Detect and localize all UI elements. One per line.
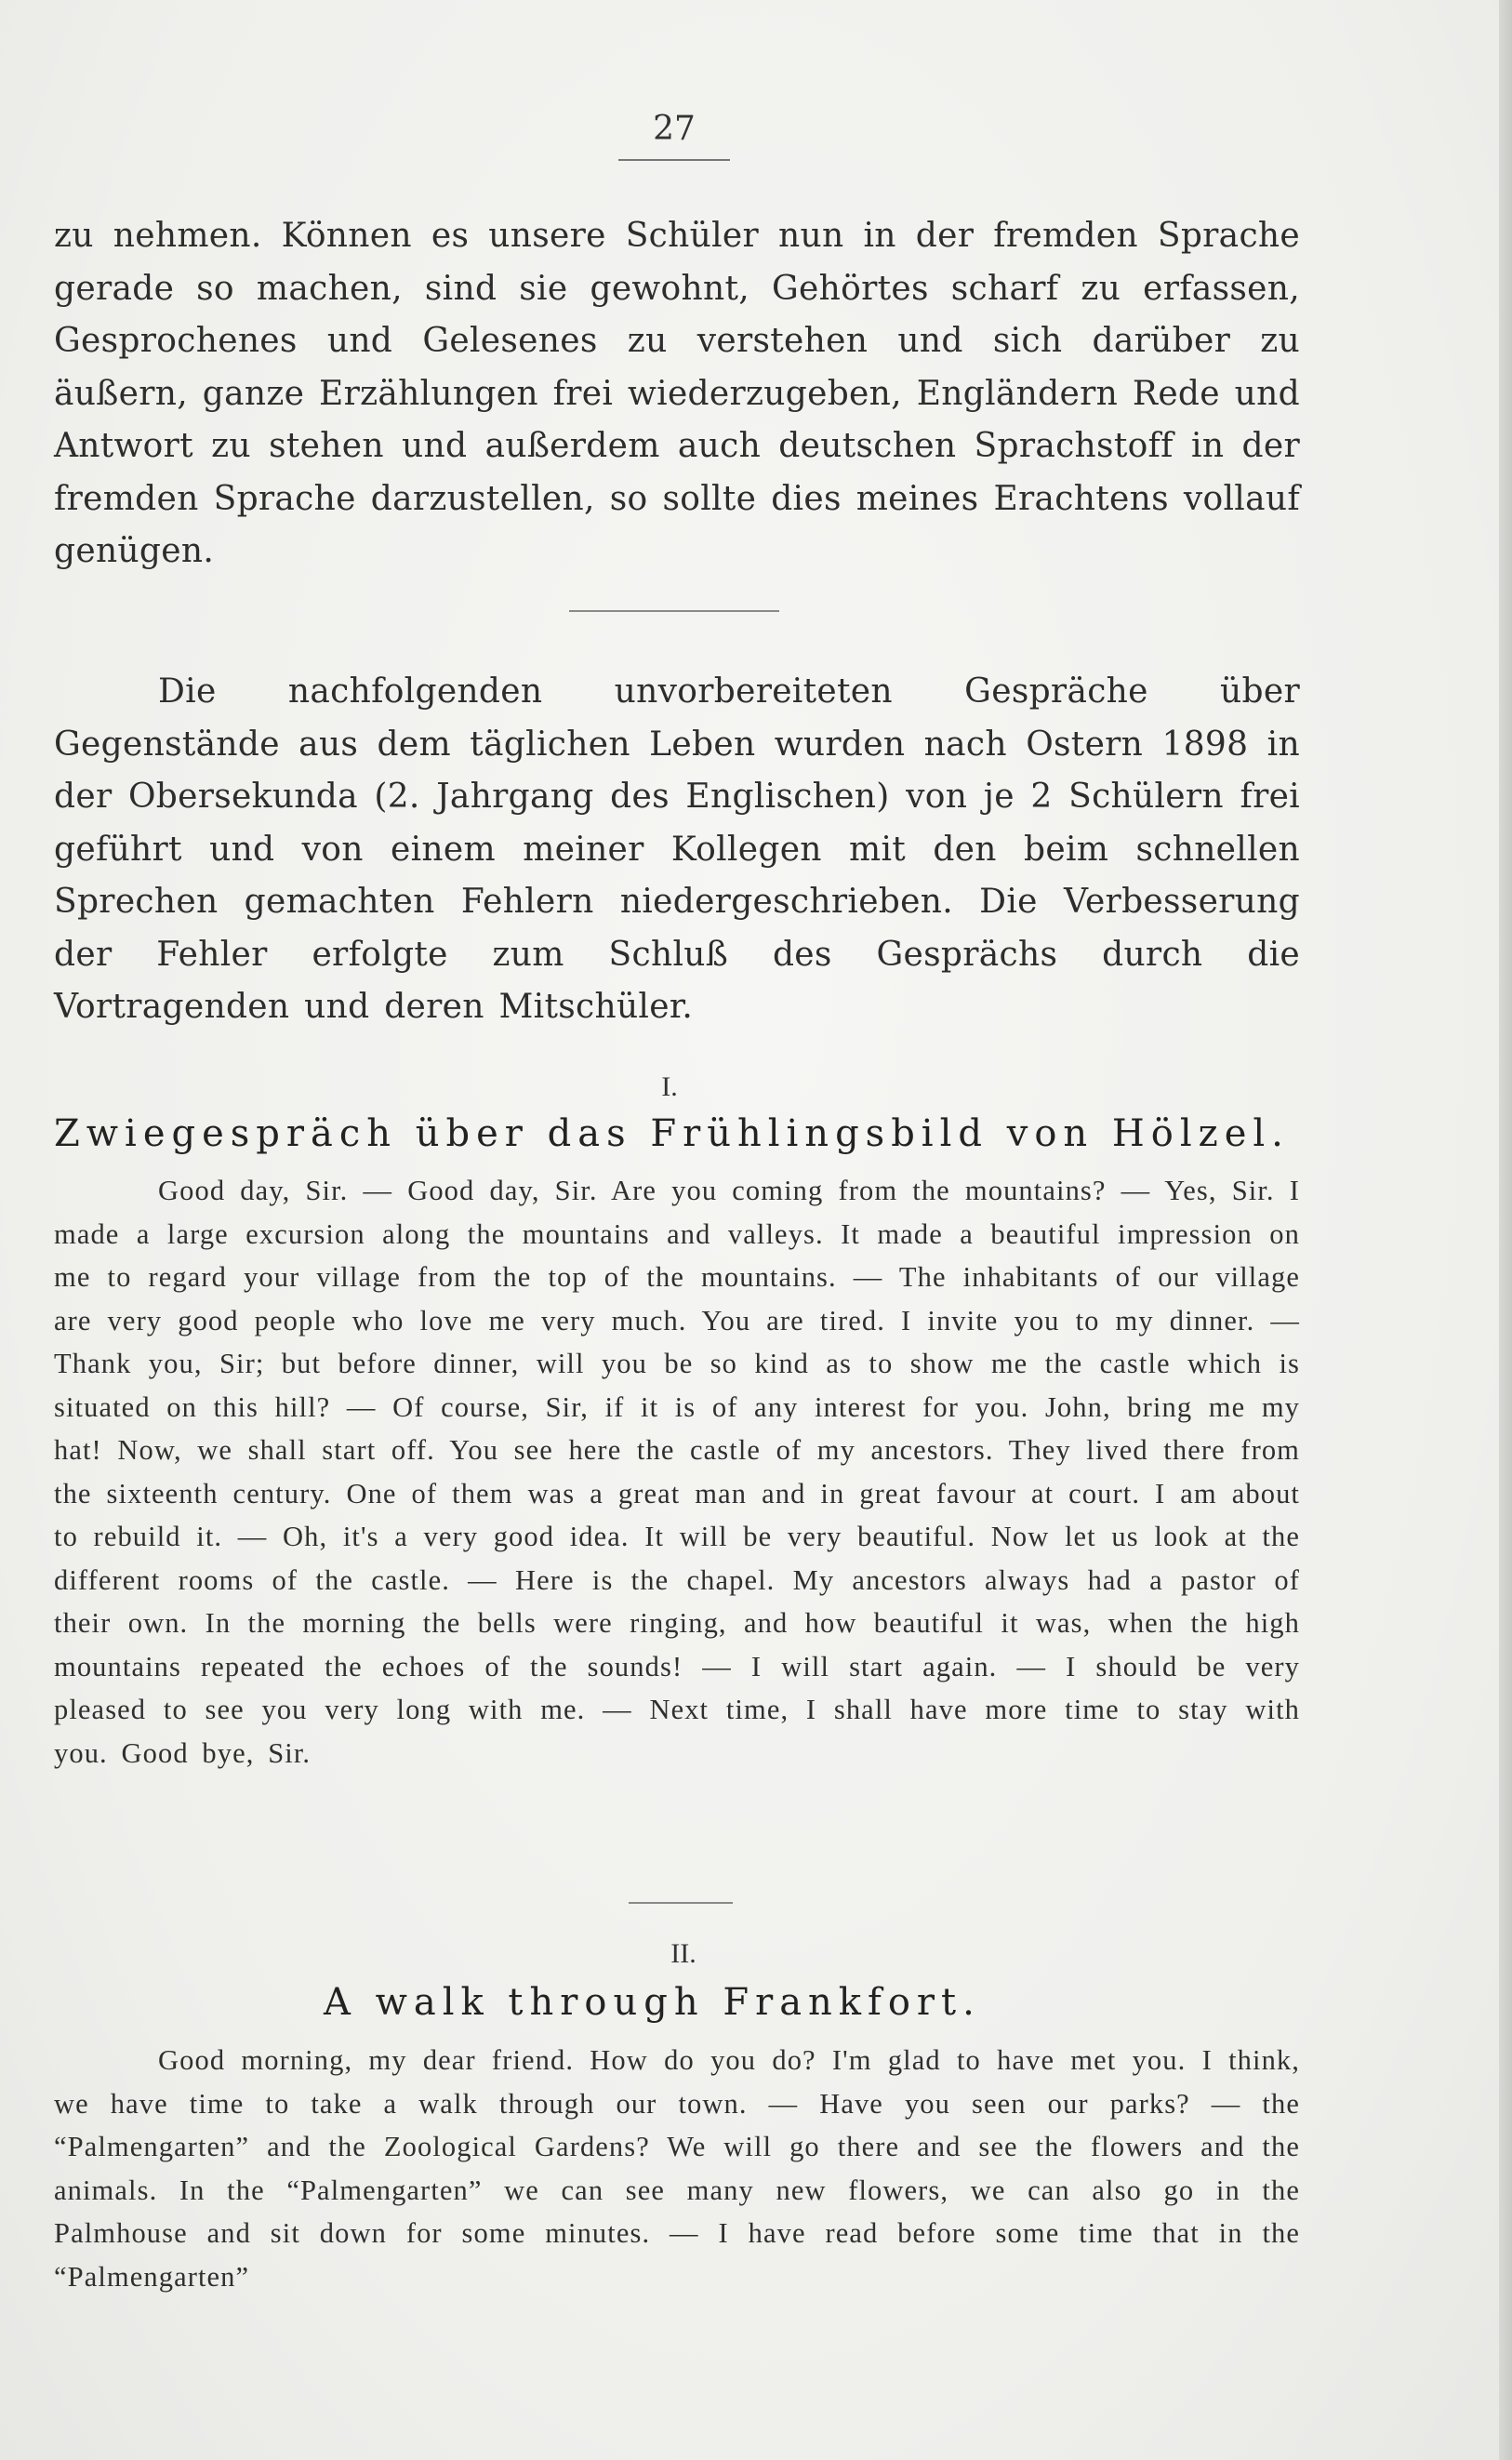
intro-block	[54, 210, 1300, 578]
intro-paragraph: zu nehmen. Können es unsere Schüler nun in der fremden Sprache gerade so machen, sind sie gewohnt, Gehörtes scharf zu erfassen, Gesprochenes und Gelesenes zu verstehen und sich darüber zu äußern, ganze Erzählungen frei wiederzugeben, Engländern Rede und Antwort zu stehen und außerdem auch deutschen Sprachstoff in der fremden Sprache darzustellen, so sollte dies meines Erachtens vollauf genügen.	[54, 217, 1300, 570]
separator-rule	[569, 610, 779, 612]
section-2-title: A walk through Frankfort.	[324, 1981, 981, 2024]
page-edge-shadow	[1499, 0, 1512, 2460]
section-1-text: Good day, Sir. — Good day, Sir. Are you coming from the mountains? — Yes, Sir. I made a large excursion along the mountains and valleys. It made a beautiful impression on me to regard your village from the top of the mountains. — The inhabitants of our village are very good people who love me very much. You are tired. I invite you to my dinner. — Thank you, Sir; but before dinner, will you be so kind as to show me the castle which is situated on this hill? — Of course, Sir, if it is of any interest for you. John, bring me my hat! Now, we shall start off. You see here the castle of my ancestors. They lived there from the sixteenth century. One of them was a great man and in great favour at court. I am about to rebuild it. — Oh, it's a very good idea. It will be very beautiful. Now let us look at the different rooms of the castle. — Here is the chapel. My ancestors always had a pastor of their own. In the morning the bells were ringing, and how beautiful it was, when the high mountains repeated the echoes of the sounds! — I will start again. — I should be very pleased to see you very long with me. — Next time, I shall have more time to stay with you. Good bye, Sir.	[54, 1175, 1300, 1769]
section-1-number: I.	[661, 1071, 678, 1102]
second-block	[54, 666, 1300, 1034]
section-2-text: Good morning, my dear friend. How do you do? I'm glad to have met you. I think, we have time to take a walk through our town. — Have you seen our parks? — the “Palmengarten” and the Zoological Gardens? We will go there and see the flowers and the animals. In the “Palmengarten” we can see many new flowers, we can also go in the Palmhouse and sit down for some minutes. — I have read before some time that in the “Palmengarten”	[54, 2044, 1300, 2293]
second-paragraph: Die nachfolgenden unvorbereiteten Gespräche über Gegenstände aus dem täglichen Leben wurden nach Ostern 1898 in der Obersekunda (2. Jahrgang des Englischen) von je 2 Schülern frei geführt und von einem meiner Kollegen mit den beim schnellen Sprechen gemachten Fehlern niedergeschrieben. Die Verbesserung der Fehler erfolgte zum Schluß des Gesprächs durch die Vortragenden und deren Mitschüler.	[54, 672, 1300, 1026]
section-1-title: Zwiegespräch über das Frühlingsbild von Hölzel.	[54, 1112, 1290, 1155]
section-2-body	[54, 2039, 1300, 2298]
section-2-number: II.	[670, 1938, 696, 1969]
section-1-body	[54, 1169, 1300, 1775]
separator-rule-2	[629, 1902, 733, 1904]
page-number: 27	[618, 110, 730, 161]
